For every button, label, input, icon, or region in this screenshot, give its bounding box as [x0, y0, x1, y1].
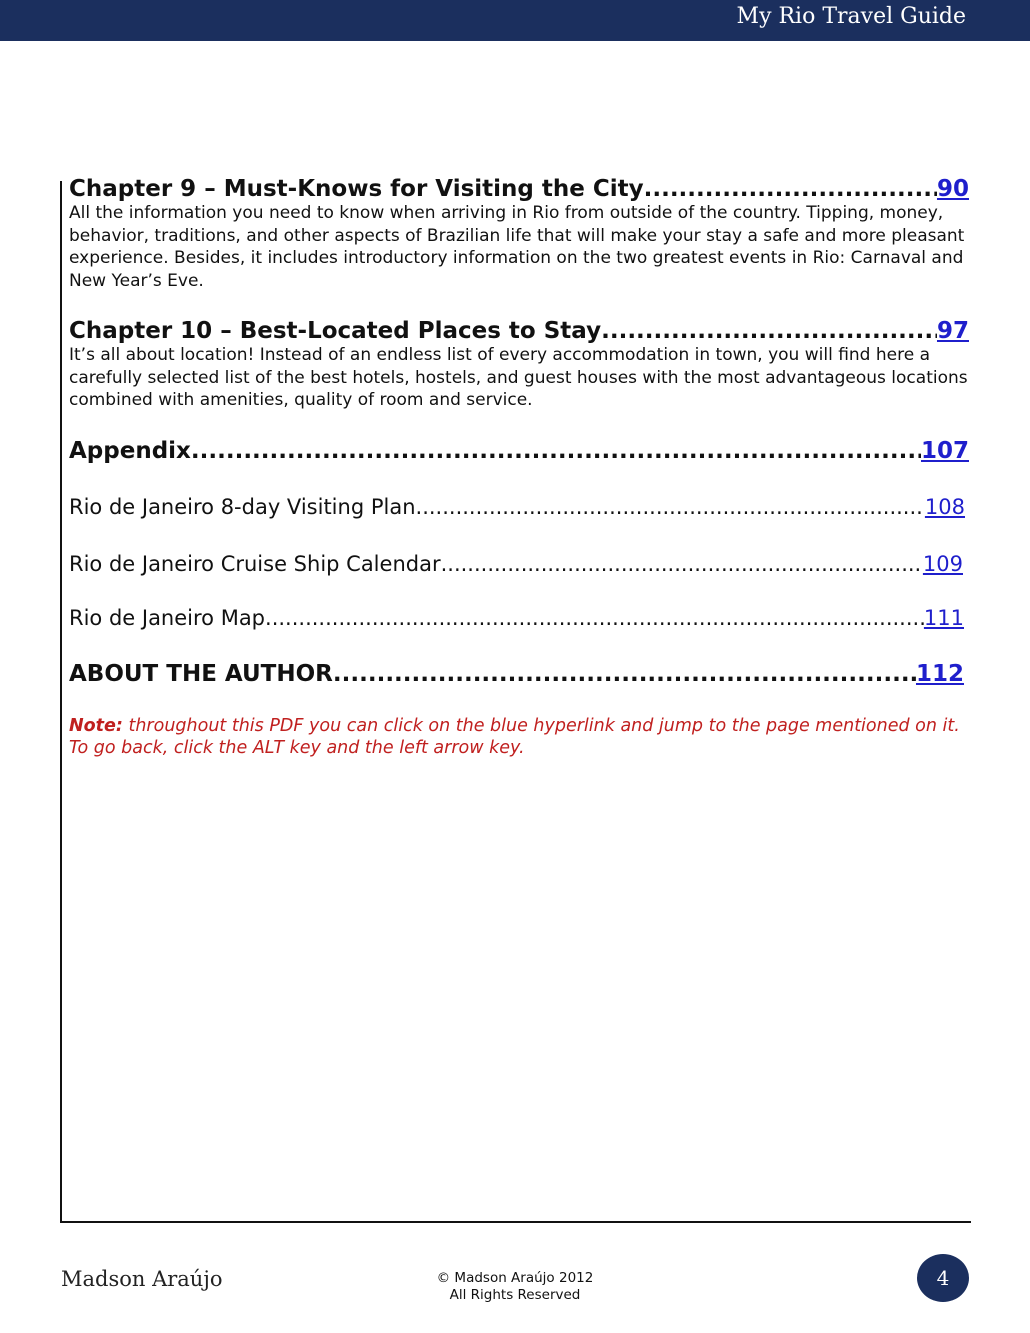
header-title: My Rio Travel Guide — [736, 4, 966, 29]
toc-label-appendix: Appendix — [69, 438, 191, 464]
copyright-line: © Madson Araújo 2012 — [436, 1270, 594, 1286]
dot-leader — [441, 552, 923, 576]
footer-author: Madson Araújo — [61, 1267, 223, 1291]
toc-label-chapter-9: Chapter 9 – Must-Knows for Visiting the City — [69, 176, 644, 202]
page-link-109[interactable]: 109 — [922, 552, 963, 576]
dot-leader — [601, 318, 937, 344]
toc-entry-chapter-10 — [69, 318, 969, 412]
dot-leader — [191, 438, 921, 464]
toc-label-visiting-plan: Rio de Janeiro 8-day Visiting Plan — [69, 495, 416, 519]
toc-label-about-author: ABOUT THE AUTHOR — [69, 661, 333, 687]
page-link-107[interactable]: 107 — [920, 438, 969, 464]
page-link-97[interactable]: 97 — [936, 318, 969, 344]
toc-desc-chapter-9: All the information you need to know when arriving in Rio from outside of the country. Tipping, money, behavior, traditions, and other aspects of Brazilian life that will make your stay a safe and more pleasant experience. Besides, it includes introductory information on the two greatest events in Rio: Carnaval and New Year’s Eve. — [69, 203, 965, 291]
toc-entry-about-author — [69, 661, 964, 687]
toc-entry-visiting-plan — [69, 495, 965, 519]
toc-label-cruise-calendar: Rio de Janeiro Cruise Ship Calendar — [69, 552, 441, 576]
page-link-111[interactable]: 111 — [923, 606, 964, 630]
toc-label-chapter-10: Chapter 10 – Best-Located Places to Stay — [69, 318, 602, 344]
rights-line: All Rights Reserved — [449, 1287, 581, 1303]
dot-leader — [416, 495, 925, 519]
page-link-90[interactable]: 90 — [936, 176, 969, 202]
dot-leader — [333, 661, 916, 687]
page-link-112[interactable]: 112 — [915, 661, 964, 687]
toc-entry-appendix — [69, 438, 969, 464]
toc-entry-cruise-calendar — [69, 552, 963, 576]
page-number-badge — [917, 1254, 969, 1302]
header-bar — [0, 0, 1030, 41]
note-text: throughout this PDF you can click on the blue hyperlink and jump to the page mentioned on it. To go back, click the ALT key and the left arrow key. — [69, 716, 960, 758]
toc-label-map: Rio de Janeiro Map — [69, 606, 266, 630]
footer-copyright — [415, 1270, 615, 1304]
toc-desc-chapter-10: It’s all about location! Instead of an endless list of every accommodation in town, you will find here a carefully selected list of the best hotels, hostels, and guest houses with the most advantageous locations combined with amenities, quality of room and service. — [69, 345, 968, 410]
note-lead: Note: — [69, 716, 123, 736]
toc-entry-chapter-9 — [69, 176, 969, 292]
page-link-108[interactable]: 108 — [924, 495, 965, 519]
toc-entry-map — [69, 606, 964, 630]
page-number: 4 — [936, 1266, 950, 1290]
dot-leader — [644, 176, 937, 202]
navigation-note — [69, 715, 969, 759]
dot-leader — [265, 606, 924, 630]
